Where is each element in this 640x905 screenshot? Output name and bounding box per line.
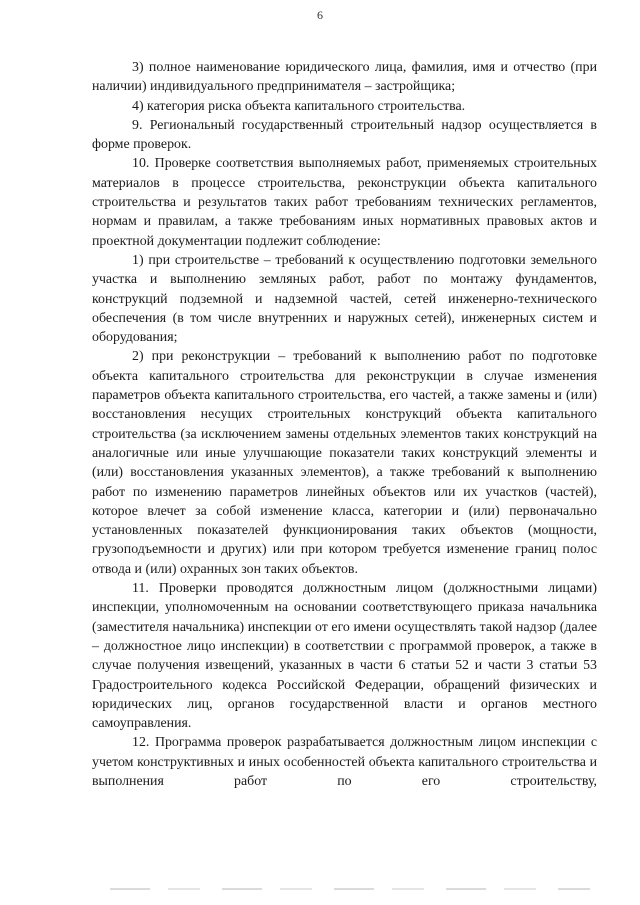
paragraph-9: 9. Региональный государственный строительный надзор осуществляется в форме проверок. <box>92 117 597 153</box>
page-number: 6 <box>317 8 323 22</box>
scan-edge-artifact <box>110 888 590 890</box>
paragraph-10-item-1: 1) при строительстве – требований к осуществлению подготовки земельного участка и выполнению земляных работ, работ по монтажу фундаментов, конструкций подземной и надземной частей, сетей инженерно-технического обеспечения (в том числе внутренних и наружных сетей), инженерных систем и оборудования; <box>92 252 597 346</box>
paragraph-10: 10. Проверке соответствия выполняемых работ, применяемых строительных материалов в процессе строительства, реконструкции объекта капитального строительства и результатов таких работ требованиям технических регламентов, нормам и правилам, а также требованиям иных нормативных правовых актов и проектной документации подлежит соблюдение: <box>92 156 597 249</box>
paragraph-12: 12. Программа проверок разрабатывается должностным лицом инспекции с учетом конструктивных и иных особенностей объекта капитального строительства и выполнения работ по его строительству, <box>92 735 597 789</box>
document-body <box>92 58 597 791</box>
paragraph-item-3: 3) полное наименование юридического лица, фамилия, имя и отчество (при наличии) индивидуального предпринимателя – застройщика; <box>92 60 597 95</box>
paragraph-item-4: 4) категория риска объекта капитального строительства. <box>132 98 466 114</box>
paragraph-10-item-2: 2) при реконструкции – требований к выполнению работ по подготовке объекта капитального строительства для реконструкции в случае изменения параметров объекта капитального строительства, его частей, а также замены и (или) восстановления несущих строительных конструкций объекта капитального строительства (за исключением замены отдельных элементов таких конструкций на аналогичные или иные улучшающие показатели таких конструкций элементы и (или) восстановления указанных элементов), а также требований к выполнению работ по изменению параметров линейных объектов или их участков (частей), которое влечет за собой изменение класса, категории и (или) первоначально установленных показателей функционирования таких объектов (мощности, грузоподъемности и других) или при котором требуется изменение границ полос отвода и (или) охранных зон таких объектов. <box>92 349 597 577</box>
paragraph-11: 11. Проверки проводятся должностным лицом (должностными лицами) инспекции, уполномоченным на основании соответствующего приказа начальника (заместителя начальника) инспекции от его имени осуществлять такой надзор (далее – должностное лицо инспекции) в соответствии с программой проверок, а также в случае получения извещений, указанных в части 6 статьи 52 и части 3 статьи 53 Градостроительного кодекса Российской Федерации, обращений физических и юридических лиц, органов государственной власти и органов местного самоуправления. <box>92 581 597 732</box>
